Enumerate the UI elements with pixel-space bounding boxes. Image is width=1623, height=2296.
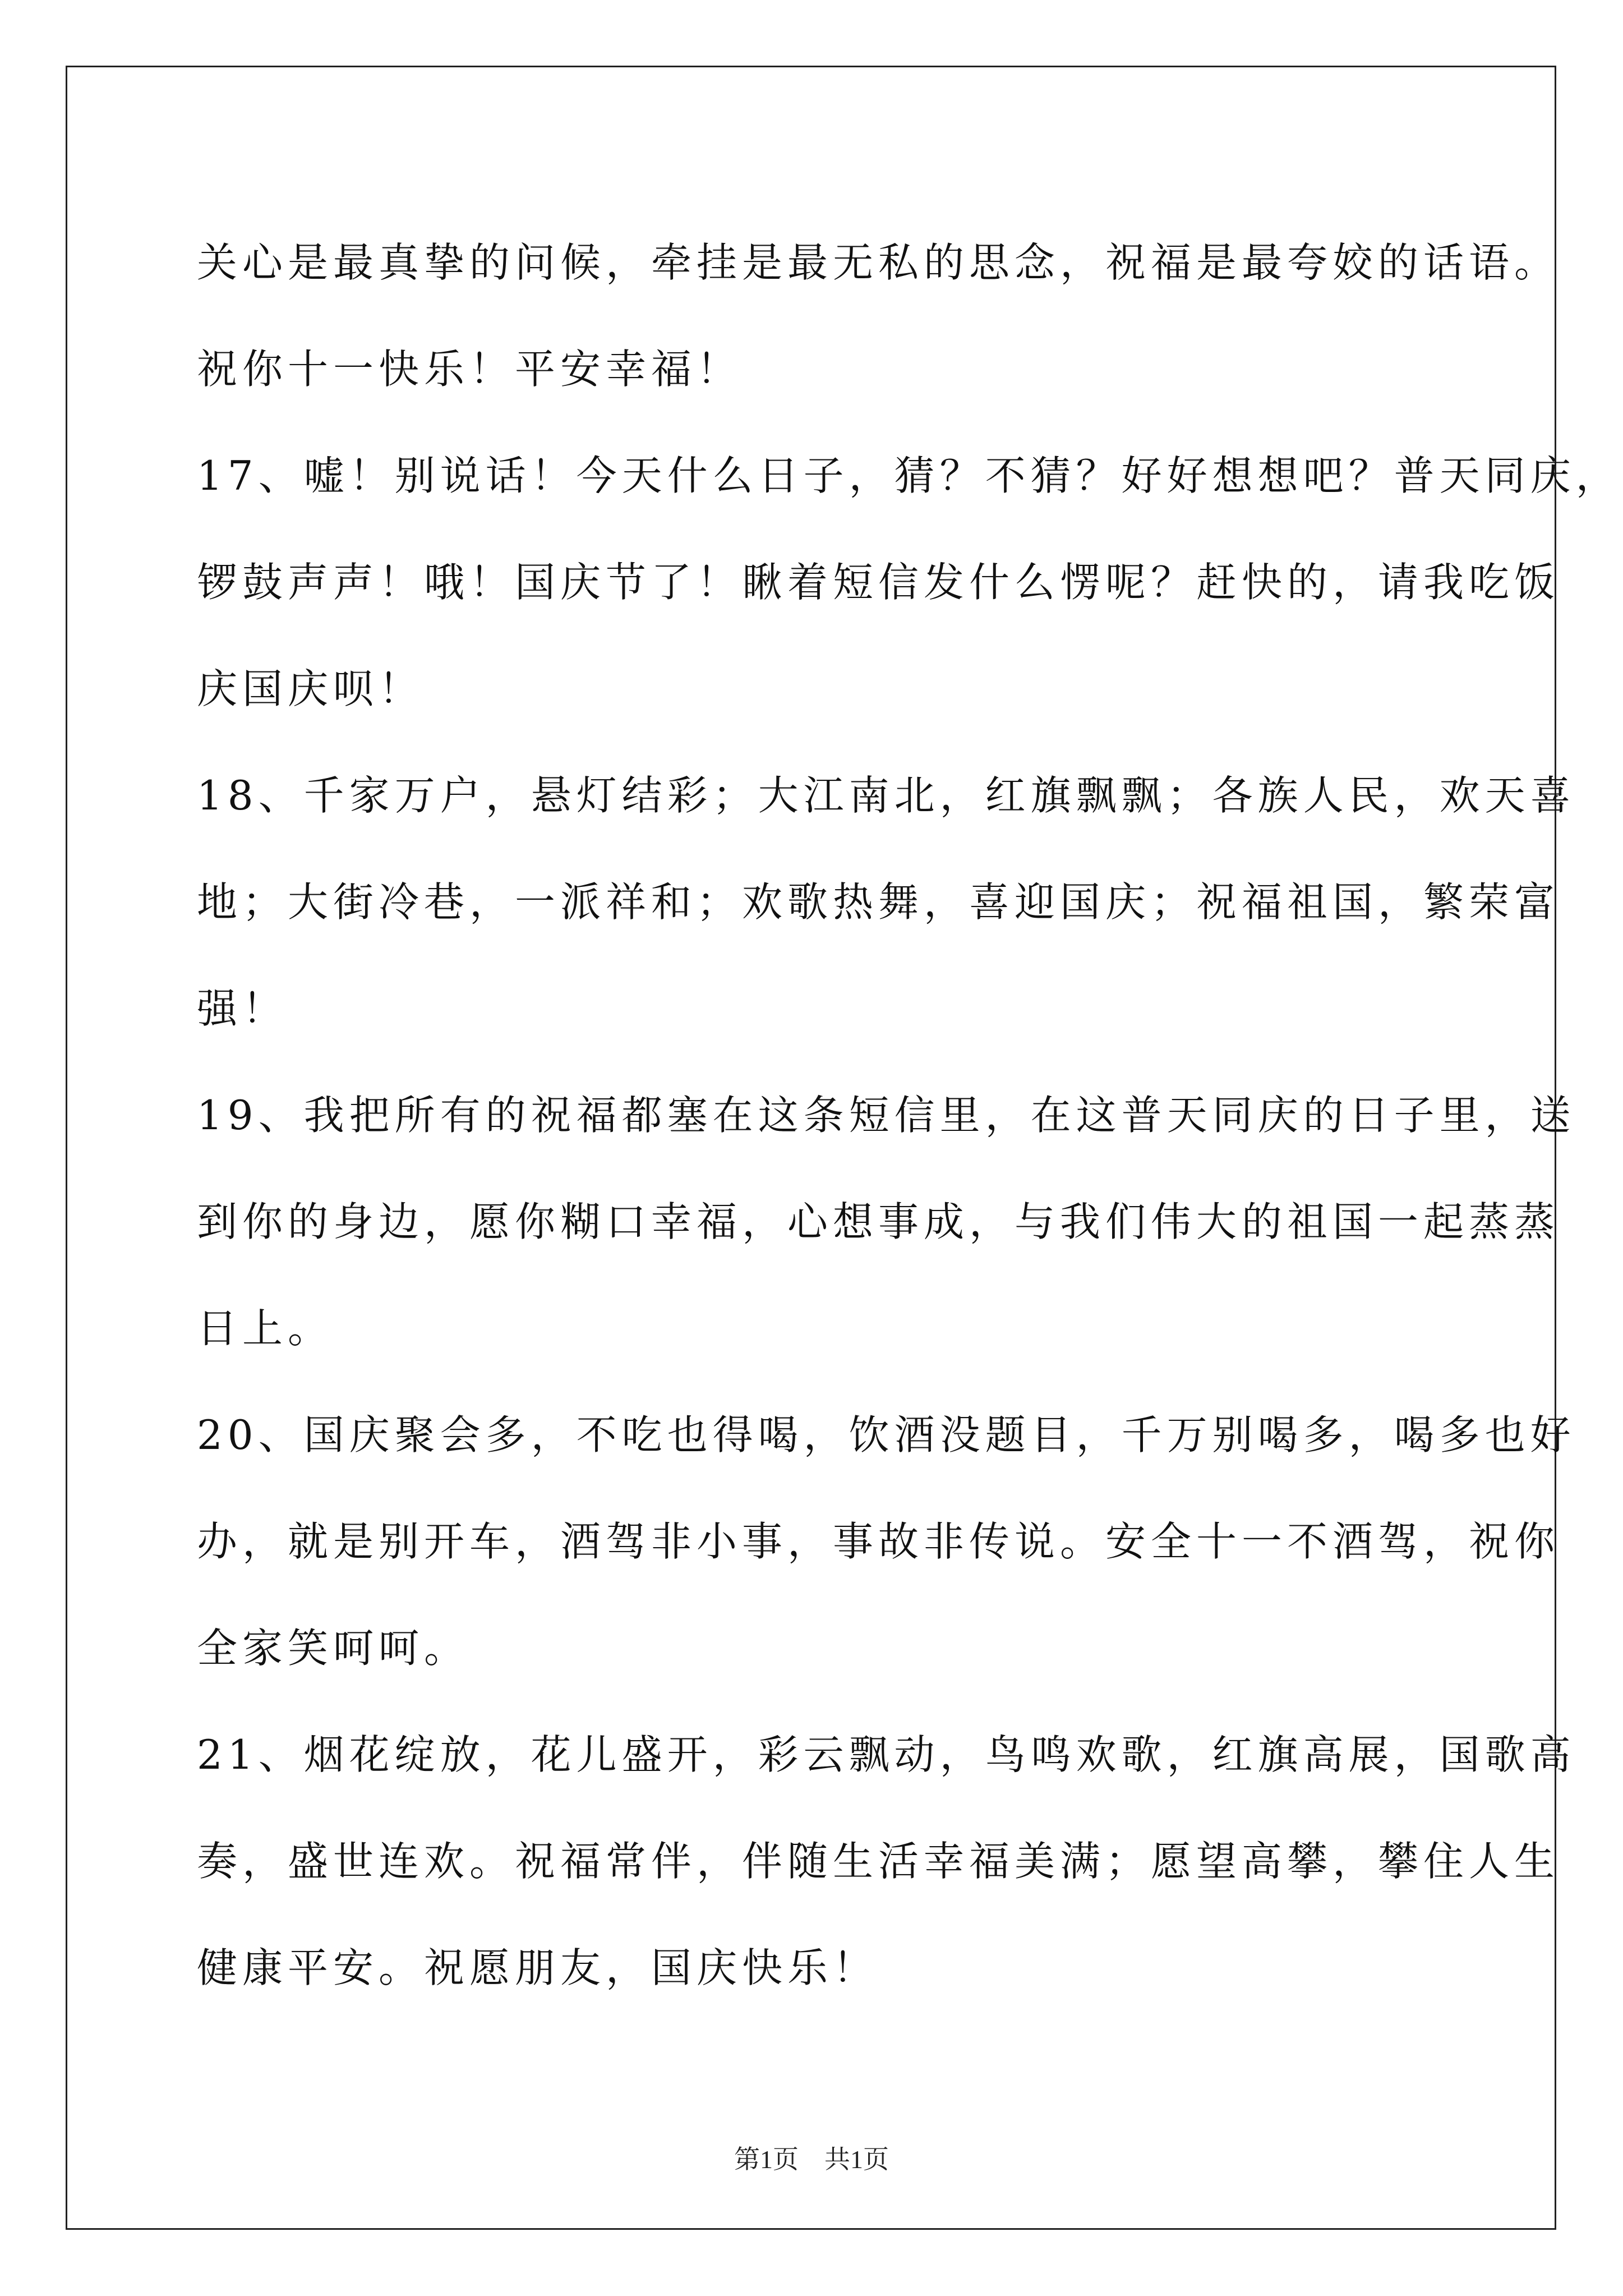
document-body [197, 209, 1621, 2021]
text-line: 健康平安。祝愿朋友，国庆快乐！ [197, 1944, 879, 1991]
text-line: 21、烟花绽放，花儿盛开，彩云飘动，鸟鸣欢歌，红旗高展，国歌高 [197, 1731, 1576, 1778]
text-line: 办，就是别开车，酒驾非小事，事故非传说。安全十一不酒驾，祝你 [197, 1518, 1560, 1565]
text-line: 锣鼓声声！哦！国庆节了！瞅着短信发什么愣呢？赶快的，请我吃饭 [197, 559, 1560, 606]
text-line: 17、嘘！别说话！今天什么日子，猜？不猜？好好想想吧？普天同庆， [197, 452, 1621, 499]
text-line: 强！ [197, 985, 288, 1032]
text-line: 20、国庆聚会多，不吃也得喝，饮酒没题目，千万别喝多，喝多也好 [197, 1411, 1576, 1458]
page-number-footer: 第1页 共1页 [734, 2145, 889, 2174]
text-line: 奏，盛世连欢。祝福常伴，伴随生活幸福美满；愿望高攀，攀住人生 [197, 1838, 1560, 1885]
text-line: 关心是最真挚的问候，牵挂是最无私的思念，祝福是最夸姣的话语。 [197, 239, 1560, 286]
text-line: 全家笑呵呵。 [197, 1625, 470, 1672]
text-line: 庆国庆呗！ [197, 665, 425, 712]
text-line: 地；大街冷巷，一派祥和；欢歌热舞，喜迎国庆；祝福祖国，繁荣富 [197, 878, 1560, 926]
text-line: 到你的身边，愿你糊口幸福，心想事成，与我们伟大的祖国一起蒸蒸 [197, 1198, 1560, 1245]
text-line: 18、千家万户，悬灯结彩；大江南北，红旗飘飘；各族人民，欢天喜 [197, 772, 1576, 819]
text-line: 日上。 [197, 1305, 334, 1352]
text-line: 19、我把所有的祝福都塞在这条短信里，在这普天同庆的日子里，送 [197, 1092, 1576, 1139]
text-line: 祝你十一快乐！平安幸福！ [197, 346, 743, 393]
